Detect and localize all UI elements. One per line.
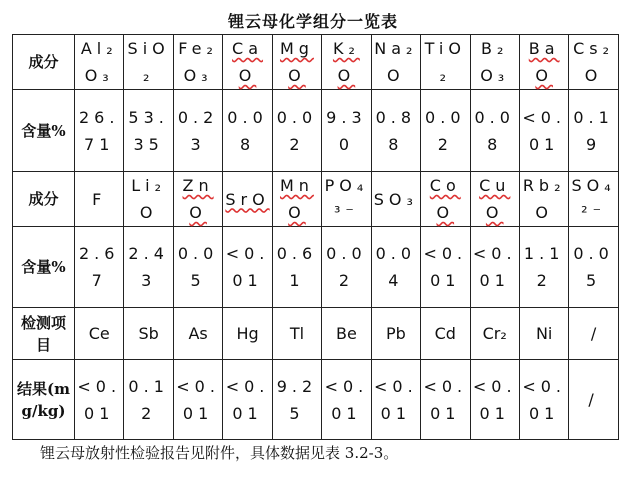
table-cell: /	[569, 308, 618, 360]
row-header: 成分	[13, 172, 75, 227]
table-row	[13, 35, 619, 90]
table-cell: 0.12	[124, 360, 173, 440]
row-header: 结果(mg/kg)	[13, 360, 75, 440]
table-cell: CoO	[421, 172, 470, 227]
table-cell: <0.01	[421, 360, 470, 440]
table-cell: As	[173, 308, 222, 360]
table-cell: Sb	[124, 308, 173, 360]
table-cell: Pb	[371, 308, 420, 360]
table-cell: 0.61	[272, 227, 321, 308]
composition-table	[12, 34, 619, 440]
table-cell: SiO₂	[124, 35, 173, 90]
table-cell: 0.08	[470, 90, 519, 172]
table-cell: 0.02	[272, 90, 321, 172]
table-cell: 0.05	[173, 227, 222, 308]
row-header: 检测项目	[13, 308, 75, 360]
table-cell: <0.01	[421, 227, 470, 308]
table-row	[13, 227, 619, 308]
table-cell: 26.71	[75, 90, 124, 172]
table-cell: K₂O	[322, 35, 371, 90]
table-cell: CaO	[223, 35, 272, 90]
table-cell: <0.01	[173, 360, 222, 440]
row-header: 含量%	[13, 227, 75, 308]
table-cell: 2.67	[75, 227, 124, 308]
table-cell: Be	[322, 308, 371, 360]
table-cell: <0.01	[223, 360, 272, 440]
table-cell: MnO	[272, 172, 321, 227]
table-cell: 0.88	[371, 90, 420, 172]
table-cell: Fe₂O₃	[173, 35, 222, 90]
table-cell: Cd	[421, 308, 470, 360]
table-cell: Cs₂O	[569, 35, 618, 90]
table-cell: 9.25	[272, 360, 321, 440]
table-cell: 0.19	[569, 90, 618, 172]
table-cell: F	[75, 172, 124, 227]
table-cell: TiO₂	[421, 35, 470, 90]
table-cell: Li₂O	[124, 172, 173, 227]
table-cell: <0.01	[519, 360, 568, 440]
table-row	[13, 308, 619, 360]
table-cell: <0.01	[75, 360, 124, 440]
table-cell: B₂O₃	[470, 35, 519, 90]
footer-note: 锂云母放射性检验报告见附件，具体数据见表 3.2-3。	[40, 444, 399, 462]
table-cell: <0.01	[371, 360, 420, 440]
table-cell: 9.30	[322, 90, 371, 172]
table-cell: <0.01	[322, 360, 371, 440]
table-cell: /	[569, 360, 618, 440]
table-cell: Cr₂	[470, 308, 519, 360]
table-cell: SO₃	[371, 172, 420, 227]
table-cell: <0.01	[470, 227, 519, 308]
table-row	[13, 90, 619, 172]
row-header: 成分	[13, 35, 75, 90]
table-cell: Al₂O₃	[75, 35, 124, 90]
table-cell: Ni	[519, 308, 568, 360]
table-cell: BaO	[519, 35, 568, 90]
table-cell: Hg	[223, 308, 272, 360]
row-header: 含量%	[13, 90, 75, 172]
table-cell: 2.43	[124, 227, 173, 308]
table-row	[13, 360, 619, 440]
table-cell: <0.01	[470, 360, 519, 440]
table-cell: 0.23	[173, 90, 222, 172]
table-cell: <0.01	[223, 227, 272, 308]
table-cell: MgO	[272, 35, 321, 90]
table-cell: <0.01	[519, 90, 568, 172]
table-cell: CuO	[470, 172, 519, 227]
table-cell: SO₄²⁻	[569, 172, 618, 227]
table-cell: 0.04	[371, 227, 420, 308]
table-cell: SrO	[223, 172, 272, 227]
table-cell: 1.12	[519, 227, 568, 308]
table-cell: Tl	[272, 308, 321, 360]
table-row	[13, 172, 619, 227]
table-cell: 0.02	[322, 227, 371, 308]
table-cell: Na₂O	[371, 35, 420, 90]
table-cell: Rb₂O	[519, 172, 568, 227]
table-cell: Ce	[75, 308, 124, 360]
table-cell: 0.02	[421, 90, 470, 172]
table-title: 锂云母化学组分一览表	[227, 12, 398, 31]
table-cell: ZnO	[173, 172, 222, 227]
table-cell: 0.05	[569, 227, 618, 308]
table-cell: 53.35	[124, 90, 173, 172]
table-cell: 0.08	[223, 90, 272, 172]
table-cell: PO₄³⁻	[322, 172, 371, 227]
